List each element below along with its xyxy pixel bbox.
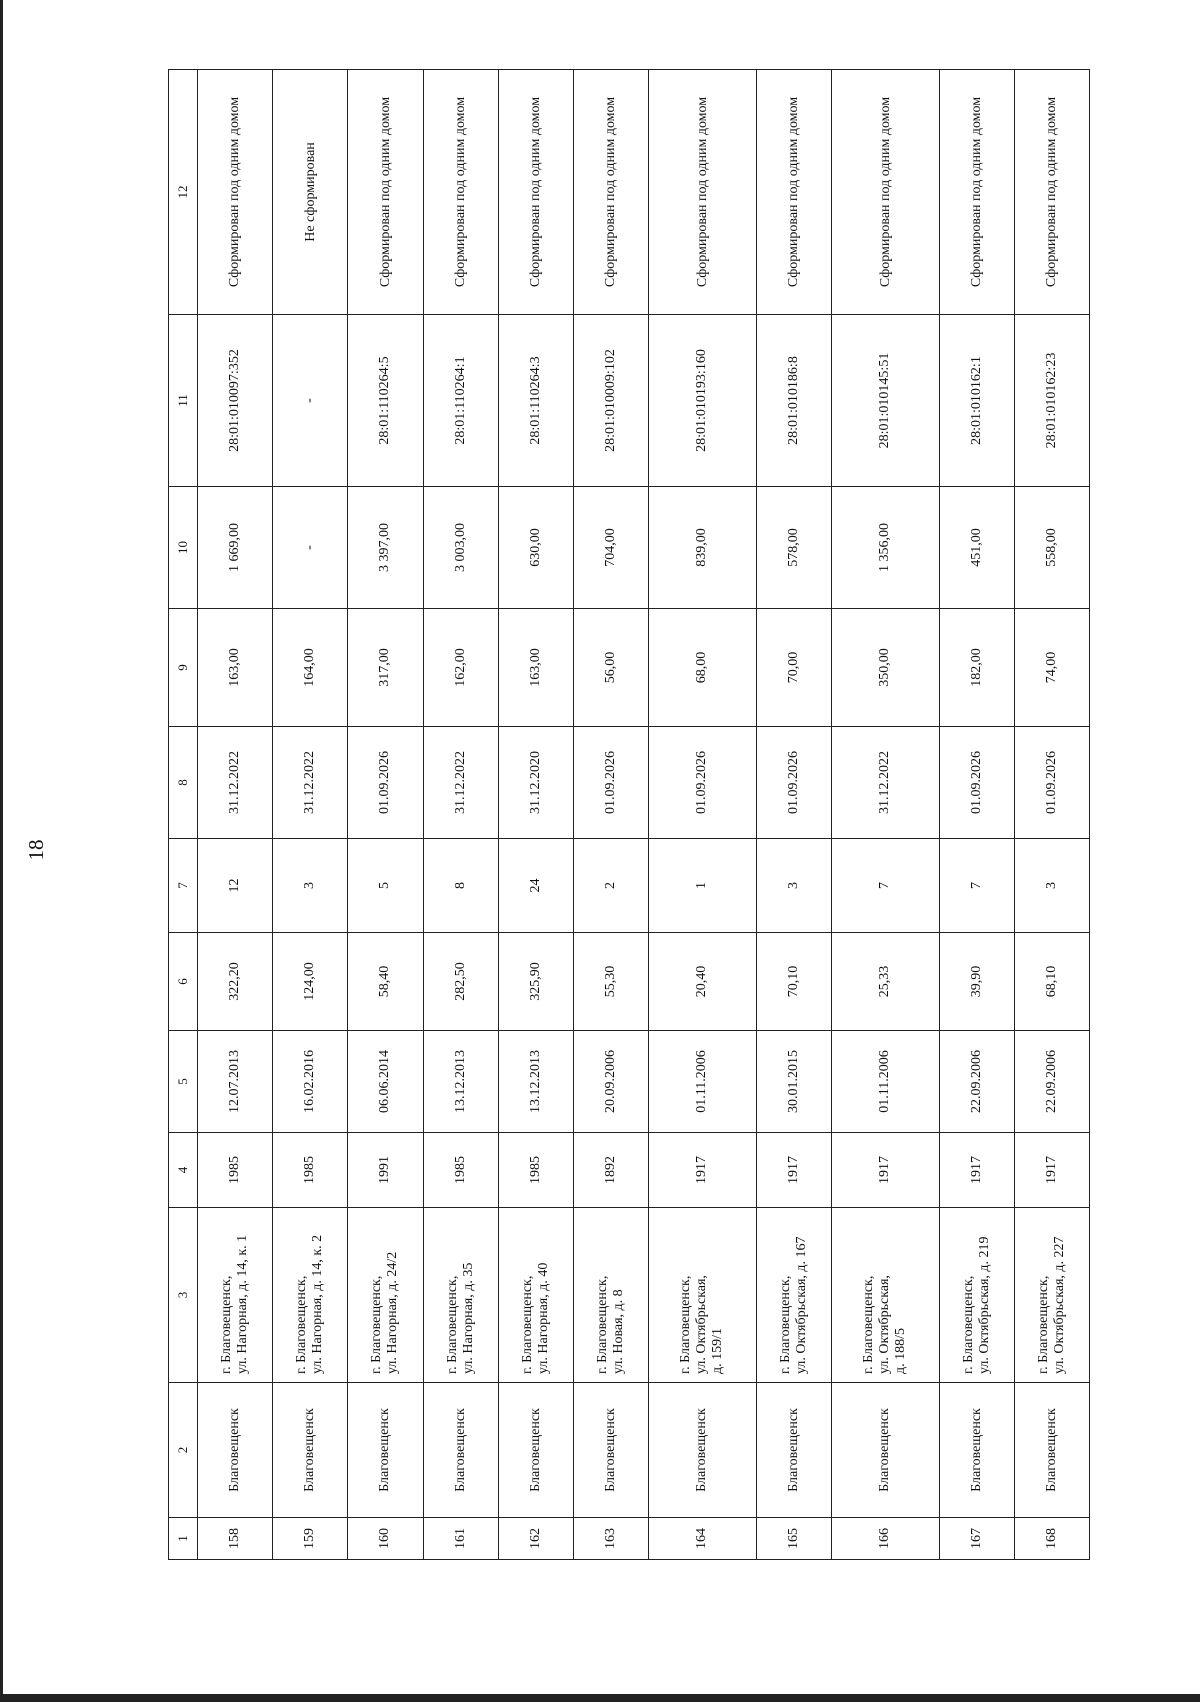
- address-cell: г. Благовещенск, ул. Нагорная, д. 24/2: [348, 1208, 423, 1383]
- residents-cell: 163,00: [198, 609, 273, 727]
- residents-cell: 317,00: [348, 609, 423, 727]
- date-cell: 22.09.2006: [1014, 1031, 1089, 1133]
- count-cell: 3: [273, 839, 348, 933]
- header-cell: 2: [169, 1383, 198, 1518]
- land-status-cell: Сформирован под одним домом: [348, 70, 423, 315]
- date-cell: 06.06.2014: [348, 1031, 423, 1133]
- date-cell: 01.11.2006: [831, 1031, 939, 1133]
- city-cell: Благовещенск: [273, 1383, 348, 1518]
- date-cell: 16.02.2016: [273, 1031, 348, 1133]
- header-cell: 5: [169, 1031, 198, 1133]
- address-cell: г. Благовещенск, ул. Нагорная, д. 14, к. 2: [273, 1208, 348, 1383]
- header-cell: 6: [169, 933, 198, 1031]
- date-cell: 22.09.2006: [939, 1031, 1014, 1133]
- build-year-cell: 1917: [831, 1133, 939, 1208]
- deadline-cell: 01.09.2026: [649, 727, 757, 839]
- row-number-cell: 159: [273, 1518, 348, 1560]
- land-status-cell: Сформирован под одним домом: [423, 70, 498, 315]
- header-cell: 12: [169, 70, 198, 315]
- city-cell: Благовещенск: [756, 1383, 831, 1518]
- cadastral-number-cell: 28:01:010162:1: [939, 315, 1014, 487]
- land-area-cell: 1 356,00: [831, 487, 939, 609]
- residents-cell: 182,00: [939, 609, 1014, 727]
- row-number-cell: 164: [649, 1518, 757, 1560]
- table-row: [831, 70, 939, 1560]
- cadastral-number-cell: 28:01:010193:160: [649, 315, 757, 487]
- table-row: [756, 70, 831, 1560]
- build-year-cell: 1985: [198, 1133, 273, 1208]
- count-cell: 12: [198, 839, 273, 933]
- build-year-cell: 1991: [348, 1133, 423, 1208]
- table-row: [498, 70, 573, 1560]
- residents-cell: 350,00: [831, 609, 939, 727]
- address-cell: г. Благовещенск, ул. Нагорная, д. 40: [498, 1208, 573, 1383]
- cadastral-number-cell: 28:01:110264:3: [498, 315, 573, 487]
- land-area-cell: 3 003,00: [423, 487, 498, 609]
- header-cell: 7: [169, 839, 198, 933]
- deadline-cell: 31.12.2022: [423, 727, 498, 839]
- land-area-cell: -: [273, 487, 348, 609]
- address-cell: г. Благовещенск, ул. Новая, д. 8: [573, 1208, 648, 1383]
- date-cell: 13.12.2013: [423, 1031, 498, 1133]
- city-cell: Благовещенск: [649, 1383, 757, 1518]
- registry-table-wrapper: [168, 70, 1090, 1560]
- header-cell: 4: [169, 1133, 198, 1208]
- land-area-cell: 3 397,00: [348, 487, 423, 609]
- land-area-cell: 558,00: [1014, 487, 1089, 609]
- count-cell: 5: [348, 839, 423, 933]
- deadline-cell: 01.09.2026: [573, 727, 648, 839]
- area-cell: 58,40: [348, 933, 423, 1031]
- land-area-cell: 578,00: [756, 487, 831, 609]
- land-area-cell: 839,00: [649, 487, 757, 609]
- area-cell: 68,10: [1014, 933, 1089, 1031]
- registry-table: [168, 69, 1090, 1560]
- build-year-cell: 1985: [273, 1133, 348, 1208]
- land-status-cell: Сформирован под одним домом: [498, 70, 573, 315]
- header-cell: 1: [169, 1518, 198, 1560]
- build-year-cell: 1917: [756, 1133, 831, 1208]
- table-row: [273, 70, 348, 1560]
- area-cell: 124,00: [273, 933, 348, 1031]
- table-row: [348, 70, 423, 1560]
- area-cell: 322,20: [198, 933, 273, 1031]
- cadastral-number-cell: 28:01:010097:352: [198, 315, 273, 487]
- address-cell: г. Благовещенск, ул. Октябрьская, д. 227: [1014, 1208, 1089, 1383]
- row-number-cell: 161: [423, 1518, 498, 1560]
- land-area-cell: 451,00: [939, 487, 1014, 609]
- deadline-cell: 01.09.2026: [1014, 727, 1089, 839]
- count-cell: 24: [498, 839, 573, 933]
- residents-cell: 164,00: [273, 609, 348, 727]
- land-status-cell: Не сформирован: [273, 70, 348, 315]
- build-year-cell: 1985: [423, 1133, 498, 1208]
- address-cell: г. Благовещенск, ул. Октябрьская, д. 167: [756, 1208, 831, 1383]
- address-cell: г. Благовещенск, ул. Нагорная, д. 35: [423, 1208, 498, 1383]
- land-status-cell: Сформирован под одним домом: [573, 70, 648, 315]
- build-year-cell: 1985: [498, 1133, 573, 1208]
- address-cell: г. Благовещенск, ул. Октябрьская, д. 188/5: [831, 1208, 939, 1383]
- deadline-cell: 31.12.2020: [498, 727, 573, 839]
- residents-cell: 74,00: [1014, 609, 1089, 727]
- land-status-cell: Сформирован под одним домом: [1014, 70, 1089, 315]
- cadastral-number-cell: 28:01:010162:23: [1014, 315, 1089, 487]
- city-cell: Благовещенск: [939, 1383, 1014, 1518]
- build-year-cell: 1917: [939, 1133, 1014, 1208]
- header-cell: 9: [169, 609, 198, 727]
- land-status-cell: Сформирован под одним домом: [198, 70, 273, 315]
- area-cell: 70,10: [756, 933, 831, 1031]
- land-status-cell: Сформирован под одним домом: [649, 70, 757, 315]
- area-cell: 39,90: [939, 933, 1014, 1031]
- row-number-cell: 168: [1014, 1518, 1089, 1560]
- city-cell: Благовещенск: [198, 1383, 273, 1518]
- row-number-cell: 167: [939, 1518, 1014, 1560]
- deadline-cell: 31.12.2022: [198, 727, 273, 839]
- land-status-cell: Сформирован под одним домом: [756, 70, 831, 315]
- table-row: [198, 70, 273, 1560]
- residents-cell: 162,00: [423, 609, 498, 727]
- header-cell: 10: [169, 487, 198, 609]
- build-year-cell: 1917: [1014, 1133, 1089, 1208]
- build-year-cell: 1892: [573, 1133, 648, 1208]
- table-row: [423, 70, 498, 1560]
- header-cell: 3: [169, 1208, 198, 1383]
- deadline-cell: 31.12.2022: [273, 727, 348, 839]
- table-row: [649, 70, 757, 1560]
- area-cell: 25,33: [831, 933, 939, 1031]
- residents-cell: 68,00: [649, 609, 757, 727]
- address-cell: г. Благовещенск, ул. Октябрьская, д. 159/1: [649, 1208, 757, 1383]
- deadline-cell: 01.09.2026: [939, 727, 1014, 839]
- land-status-cell: Сформирован под одним домом: [831, 70, 939, 315]
- residents-cell: 70,00: [756, 609, 831, 727]
- residents-cell: 163,00: [498, 609, 573, 727]
- table-row: [939, 70, 1014, 1560]
- cadastral-number-cell: 28:01:110264:1: [423, 315, 498, 487]
- area-cell: 55,30: [573, 933, 648, 1031]
- city-cell: Благовещенск: [831, 1383, 939, 1518]
- header-row: [169, 70, 198, 1560]
- row-number-cell: 158: [198, 1518, 273, 1560]
- city-cell: Благовещенск: [573, 1383, 648, 1518]
- count-cell: 3: [756, 839, 831, 933]
- deadline-cell: 31.12.2022: [831, 727, 939, 839]
- area-cell: 325,90: [498, 933, 573, 1031]
- land-area-cell: 630,00: [498, 487, 573, 609]
- page-number: 18: [24, 839, 48, 861]
- cadastral-number-cell: -: [273, 315, 348, 487]
- count-cell: 2: [573, 839, 648, 933]
- cadastral-number-cell: 28:01:010186:8: [756, 315, 831, 487]
- table-row: [573, 70, 648, 1560]
- count-cell: 7: [939, 839, 1014, 933]
- deadline-cell: 01.09.2026: [756, 727, 831, 839]
- date-cell: 01.11.2006: [649, 1031, 757, 1133]
- header-cell: 8: [169, 727, 198, 839]
- count-cell: 8: [423, 839, 498, 933]
- cadastral-number-cell: 28:01:110264:5: [348, 315, 423, 487]
- row-number-cell: 163: [573, 1518, 648, 1560]
- area-cell: 20,40: [649, 933, 757, 1031]
- date-cell: 13.12.2013: [498, 1031, 573, 1133]
- count-cell: 3: [1014, 839, 1089, 933]
- address-cell: г. Благовещенск, ул. Нагорная, д. 14, к. 1: [198, 1208, 273, 1383]
- residents-cell: 56,00: [573, 609, 648, 727]
- city-cell: Благовещенск: [348, 1383, 423, 1518]
- row-number-cell: 166: [831, 1518, 939, 1560]
- cadastral-number-cell: 28:01:010145:51: [831, 315, 939, 487]
- table-row: [1014, 70, 1089, 1560]
- header-cell: 11: [169, 315, 198, 487]
- row-number-cell: 160: [348, 1518, 423, 1560]
- area-cell: 282,50: [423, 933, 498, 1031]
- city-cell: Благовещенск: [423, 1383, 498, 1518]
- scan-edge-left: [0, 0, 3, 1702]
- city-cell: Благовещенск: [498, 1383, 573, 1518]
- scan-edge-bottom: [0, 1694, 1200, 1702]
- row-number-cell: 162: [498, 1518, 573, 1560]
- count-cell: 7: [831, 839, 939, 933]
- build-year-cell: 1917: [649, 1133, 757, 1208]
- date-cell: 20.09.2006: [573, 1031, 648, 1133]
- date-cell: 12.07.2013: [198, 1031, 273, 1133]
- cadastral-number-cell: 28:01:010009:102: [573, 315, 648, 487]
- date-cell: 30.01.2015: [756, 1031, 831, 1133]
- deadline-cell: 01.09.2026: [348, 727, 423, 839]
- land-area-cell: 1 669,00: [198, 487, 273, 609]
- row-number-cell: 165: [756, 1518, 831, 1560]
- address-cell: г. Благовещенск, ул. Октябрьская, д. 219: [939, 1208, 1014, 1383]
- city-cell: Благовещенск: [1014, 1383, 1089, 1518]
- count-cell: 1: [649, 839, 757, 933]
- land-area-cell: 704,00: [573, 487, 648, 609]
- land-status-cell: Сформирован под одним домом: [939, 70, 1014, 315]
